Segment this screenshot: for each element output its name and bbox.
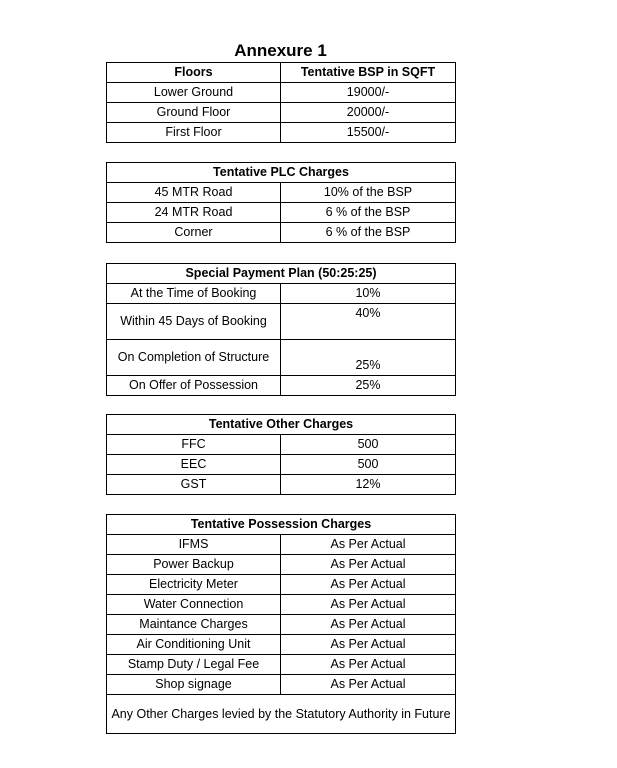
table-row	[107, 535, 456, 555]
plc-value: 10% of the BSP	[281, 183, 456, 203]
table-header-row	[107, 63, 456, 83]
table-row	[107, 595, 456, 615]
possession-value: As Per Actual	[281, 655, 456, 675]
table-row	[107, 83, 456, 103]
table-heading-row	[107, 163, 456, 183]
possession-item: Power Backup	[107, 555, 281, 575]
possession-charges-table	[106, 514, 456, 734]
payment-stage: On Offer of Possession	[107, 376, 281, 396]
table-row	[107, 223, 456, 243]
table-heading-row	[107, 515, 456, 535]
possession-item: Shop signage	[107, 675, 281, 695]
floor-name: Ground Floor	[107, 103, 281, 123]
table-heading-row	[107, 415, 456, 435]
floor-bsp: 15500/-	[281, 123, 456, 143]
plc-heading: Tentative PLC Charges	[107, 163, 456, 183]
table-row	[107, 435, 456, 455]
table-row	[107, 615, 456, 635]
payment-heading: Special Payment Plan (50:25:25)	[107, 264, 456, 284]
possession-item: Water Connection	[107, 595, 281, 615]
plc-item: 45 MTR Road	[107, 183, 281, 203]
other-item: GST	[107, 475, 281, 495]
payment-percent: 10%	[281, 284, 456, 304]
payment-stage: Within 45 Days of Booking	[107, 304, 281, 340]
statutory-note: Any Other Charges levied by the Statutory Authority in Future	[107, 695, 456, 734]
plc-value: 6 % of the BSP	[281, 203, 456, 223]
possession-value: As Per Actual	[281, 555, 456, 575]
possession-heading: Tentative Possession Charges	[107, 515, 456, 535]
possession-item: Stamp Duty / Legal Fee	[107, 655, 281, 675]
plc-item: Corner	[107, 223, 281, 243]
table-row	[107, 203, 456, 223]
table-row	[107, 183, 456, 203]
other-value: 500	[281, 455, 456, 475]
table-row	[107, 455, 456, 475]
floors-table	[106, 62, 456, 143]
page-title: Annexure 1	[234, 41, 327, 60]
possession-value: As Per Actual	[281, 535, 456, 555]
possession-value: As Per Actual	[281, 575, 456, 595]
plc-charges-table	[106, 162, 456, 243]
table-row	[107, 340, 456, 376]
other-value: 12%	[281, 475, 456, 495]
table-row	[107, 555, 456, 575]
floor-bsp: 19000/-	[281, 83, 456, 103]
table-row	[107, 284, 456, 304]
table-row	[107, 103, 456, 123]
bsp-header: Tentative BSP in SQFT	[281, 63, 456, 83]
table-row	[107, 635, 456, 655]
payment-plan-table	[106, 263, 456, 396]
other-heading: Tentative Other Charges	[107, 415, 456, 435]
other-charges-table	[106, 414, 456, 495]
other-item: EEC	[107, 455, 281, 475]
floors-header: Floors	[107, 63, 281, 83]
possession-item: Electricity Meter	[107, 575, 281, 595]
possession-item: Air Conditioning Unit	[107, 635, 281, 655]
possession-value: As Per Actual	[281, 615, 456, 635]
table-row	[107, 475, 456, 495]
possession-value: As Per Actual	[281, 595, 456, 615]
plc-item: 24 MTR Road	[107, 203, 281, 223]
table-heading-row	[107, 264, 456, 284]
table-row	[107, 304, 456, 340]
payment-percent: 25%	[281, 376, 456, 396]
payment-stage: On Completion of Structure	[107, 340, 281, 376]
payment-percent: 40%	[281, 304, 456, 340]
floor-name: First Floor	[107, 123, 281, 143]
other-item: FFC	[107, 435, 281, 455]
payment-stage: At the Time of Booking	[107, 284, 281, 304]
floor-name: Lower Ground	[107, 83, 281, 103]
table-row	[107, 376, 456, 396]
possession-item: Maintance Charges	[107, 615, 281, 635]
table-row	[107, 675, 456, 695]
possession-item: IFMS	[107, 535, 281, 555]
table-row	[107, 575, 456, 595]
plc-value: 6 % of the BSP	[281, 223, 456, 243]
possession-value: As Per Actual	[281, 635, 456, 655]
other-value: 500	[281, 435, 456, 455]
table-note-row	[107, 695, 456, 734]
possession-value: As Per Actual	[281, 675, 456, 695]
table-row	[107, 655, 456, 675]
table-row	[107, 123, 456, 143]
floor-bsp: 20000/-	[281, 103, 456, 123]
payment-percent: 25%	[281, 340, 456, 376]
